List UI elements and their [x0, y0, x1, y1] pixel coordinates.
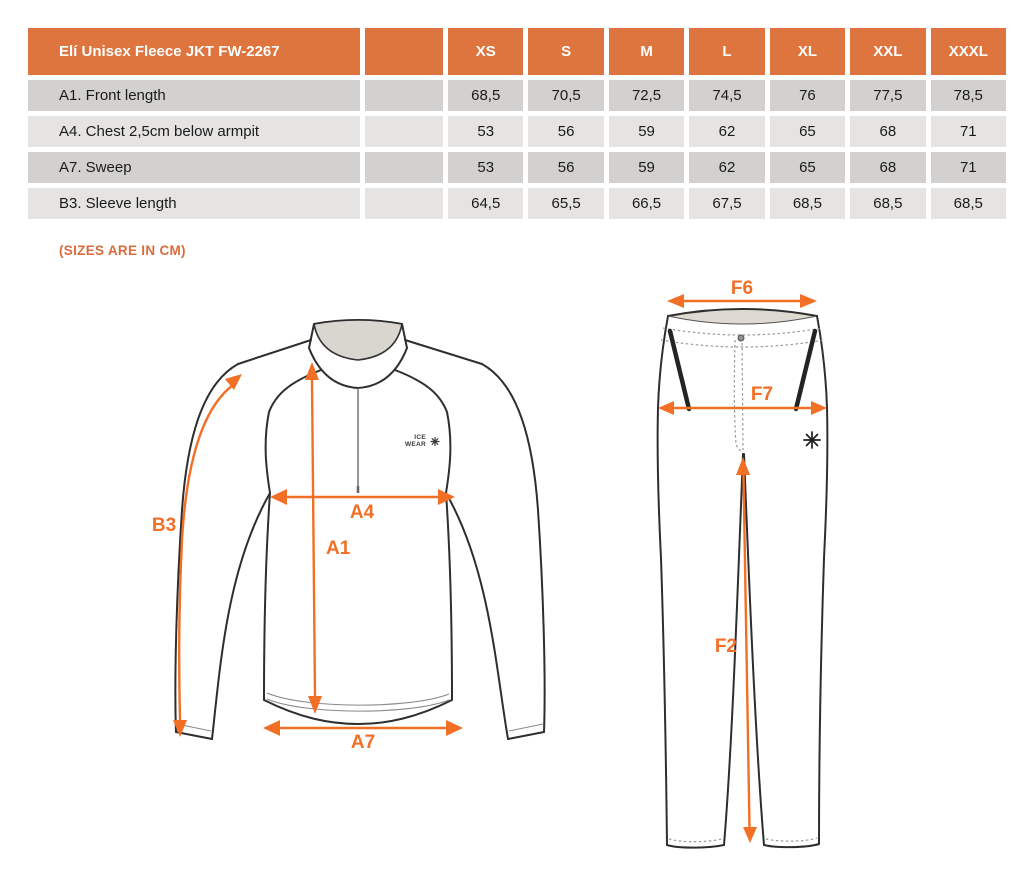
snowflake-icon — [804, 432, 820, 448]
jacket-collar-inside — [314, 320, 402, 360]
measure-value: 74,5 — [689, 80, 764, 111]
size-column-header-s: S — [528, 28, 603, 75]
icewear-logo — [405, 434, 439, 448]
snowflake-icon — [431, 438, 439, 446]
measure-value: 67,5 — [689, 188, 764, 219]
measure-value: 68,5 — [931, 188, 1006, 219]
measure-value: 71 — [931, 152, 1006, 183]
measure-value: 78,5 — [931, 80, 1006, 111]
size-column-header-xxxl: XXXL — [931, 28, 1006, 75]
size-table — [28, 28, 1006, 219]
size-column-header-xs: XS — [448, 28, 523, 75]
measure-value: 66,5 — [609, 188, 684, 219]
measure-value: 59 — [609, 116, 684, 147]
jacket-measure-label-a1: A1 — [326, 538, 351, 559]
size-column-header-m: M — [609, 28, 684, 75]
spacer-cell — [365, 188, 443, 219]
spacer-cell — [365, 152, 443, 183]
header-spacer-cell — [365, 28, 443, 75]
sizes-in-cm-note: (SIZES ARE IN CM) — [59, 243, 186, 258]
measure-value: 64,5 — [448, 188, 523, 219]
measure-value: 65 — [770, 152, 845, 183]
measure-value: 62 — [689, 152, 764, 183]
pants-measure-label-f7: F7 — [750, 384, 774, 405]
measure-value: 68,5 — [850, 188, 925, 219]
measure-value: 71 — [931, 116, 1006, 147]
measure-value: 68 — [850, 152, 925, 183]
measure-value: 68,5 — [448, 80, 523, 111]
size-column-header-xxl: XXL — [850, 28, 925, 75]
measure-value: 68 — [850, 116, 925, 147]
measure-value: 65,5 — [528, 188, 603, 219]
measure-row-label: A7. Sweep — [28, 152, 360, 183]
pants-outline — [658, 309, 828, 848]
measure-value: 53 — [448, 116, 523, 147]
measure-value: 62 — [689, 116, 764, 147]
pants-measure-label-f2: F2 — [714, 636, 737, 657]
measure-value: 59 — [609, 152, 684, 183]
table-title: Elí Unisex Fleece JKT FW-2267 — [28, 28, 360, 75]
size-column-header-l: L — [689, 28, 764, 75]
measure-value: 56 — [528, 152, 603, 183]
measure-value: 77,5 — [850, 80, 925, 111]
pocket-left — [670, 331, 689, 409]
measure-value: 56 — [528, 116, 603, 147]
measure-row-label: A1. Front length — [28, 80, 360, 111]
pants-diagram — [640, 278, 840, 878]
measure-value: 70,5 — [528, 80, 603, 111]
size-column-header-xl: XL — [770, 28, 845, 75]
measure-value: 53 — [448, 152, 523, 183]
measure-value: 72,5 — [609, 80, 684, 111]
pants-measure-arrows — [658, 278, 827, 843]
measure-row-label: B3. Sleeve length — [28, 188, 360, 219]
spacer-cell — [365, 116, 443, 147]
measure-value: 76 — [770, 80, 845, 111]
measure-value: 65 — [770, 116, 845, 147]
measure-value: 68,5 — [770, 188, 845, 219]
jacket-measure-label-a7: A7 — [350, 732, 376, 753]
jacket-measure-label-b3: B3 — [151, 515, 177, 536]
svg-text:WEAR: WEAR — [404, 441, 426, 448]
waistband-inside — [668, 309, 817, 324]
jacket-diagram — [130, 290, 580, 770]
waist-button — [738, 335, 744, 341]
svg-text:ICE: ICE — [414, 434, 426, 441]
pants-measure-label-f6: F6 — [730, 278, 754, 299]
measure-row-label: A4. Chest 2,5cm below armpit — [28, 116, 360, 147]
spacer-cell — [365, 80, 443, 111]
jacket-measure-label-a4: A4 — [349, 502, 375, 523]
